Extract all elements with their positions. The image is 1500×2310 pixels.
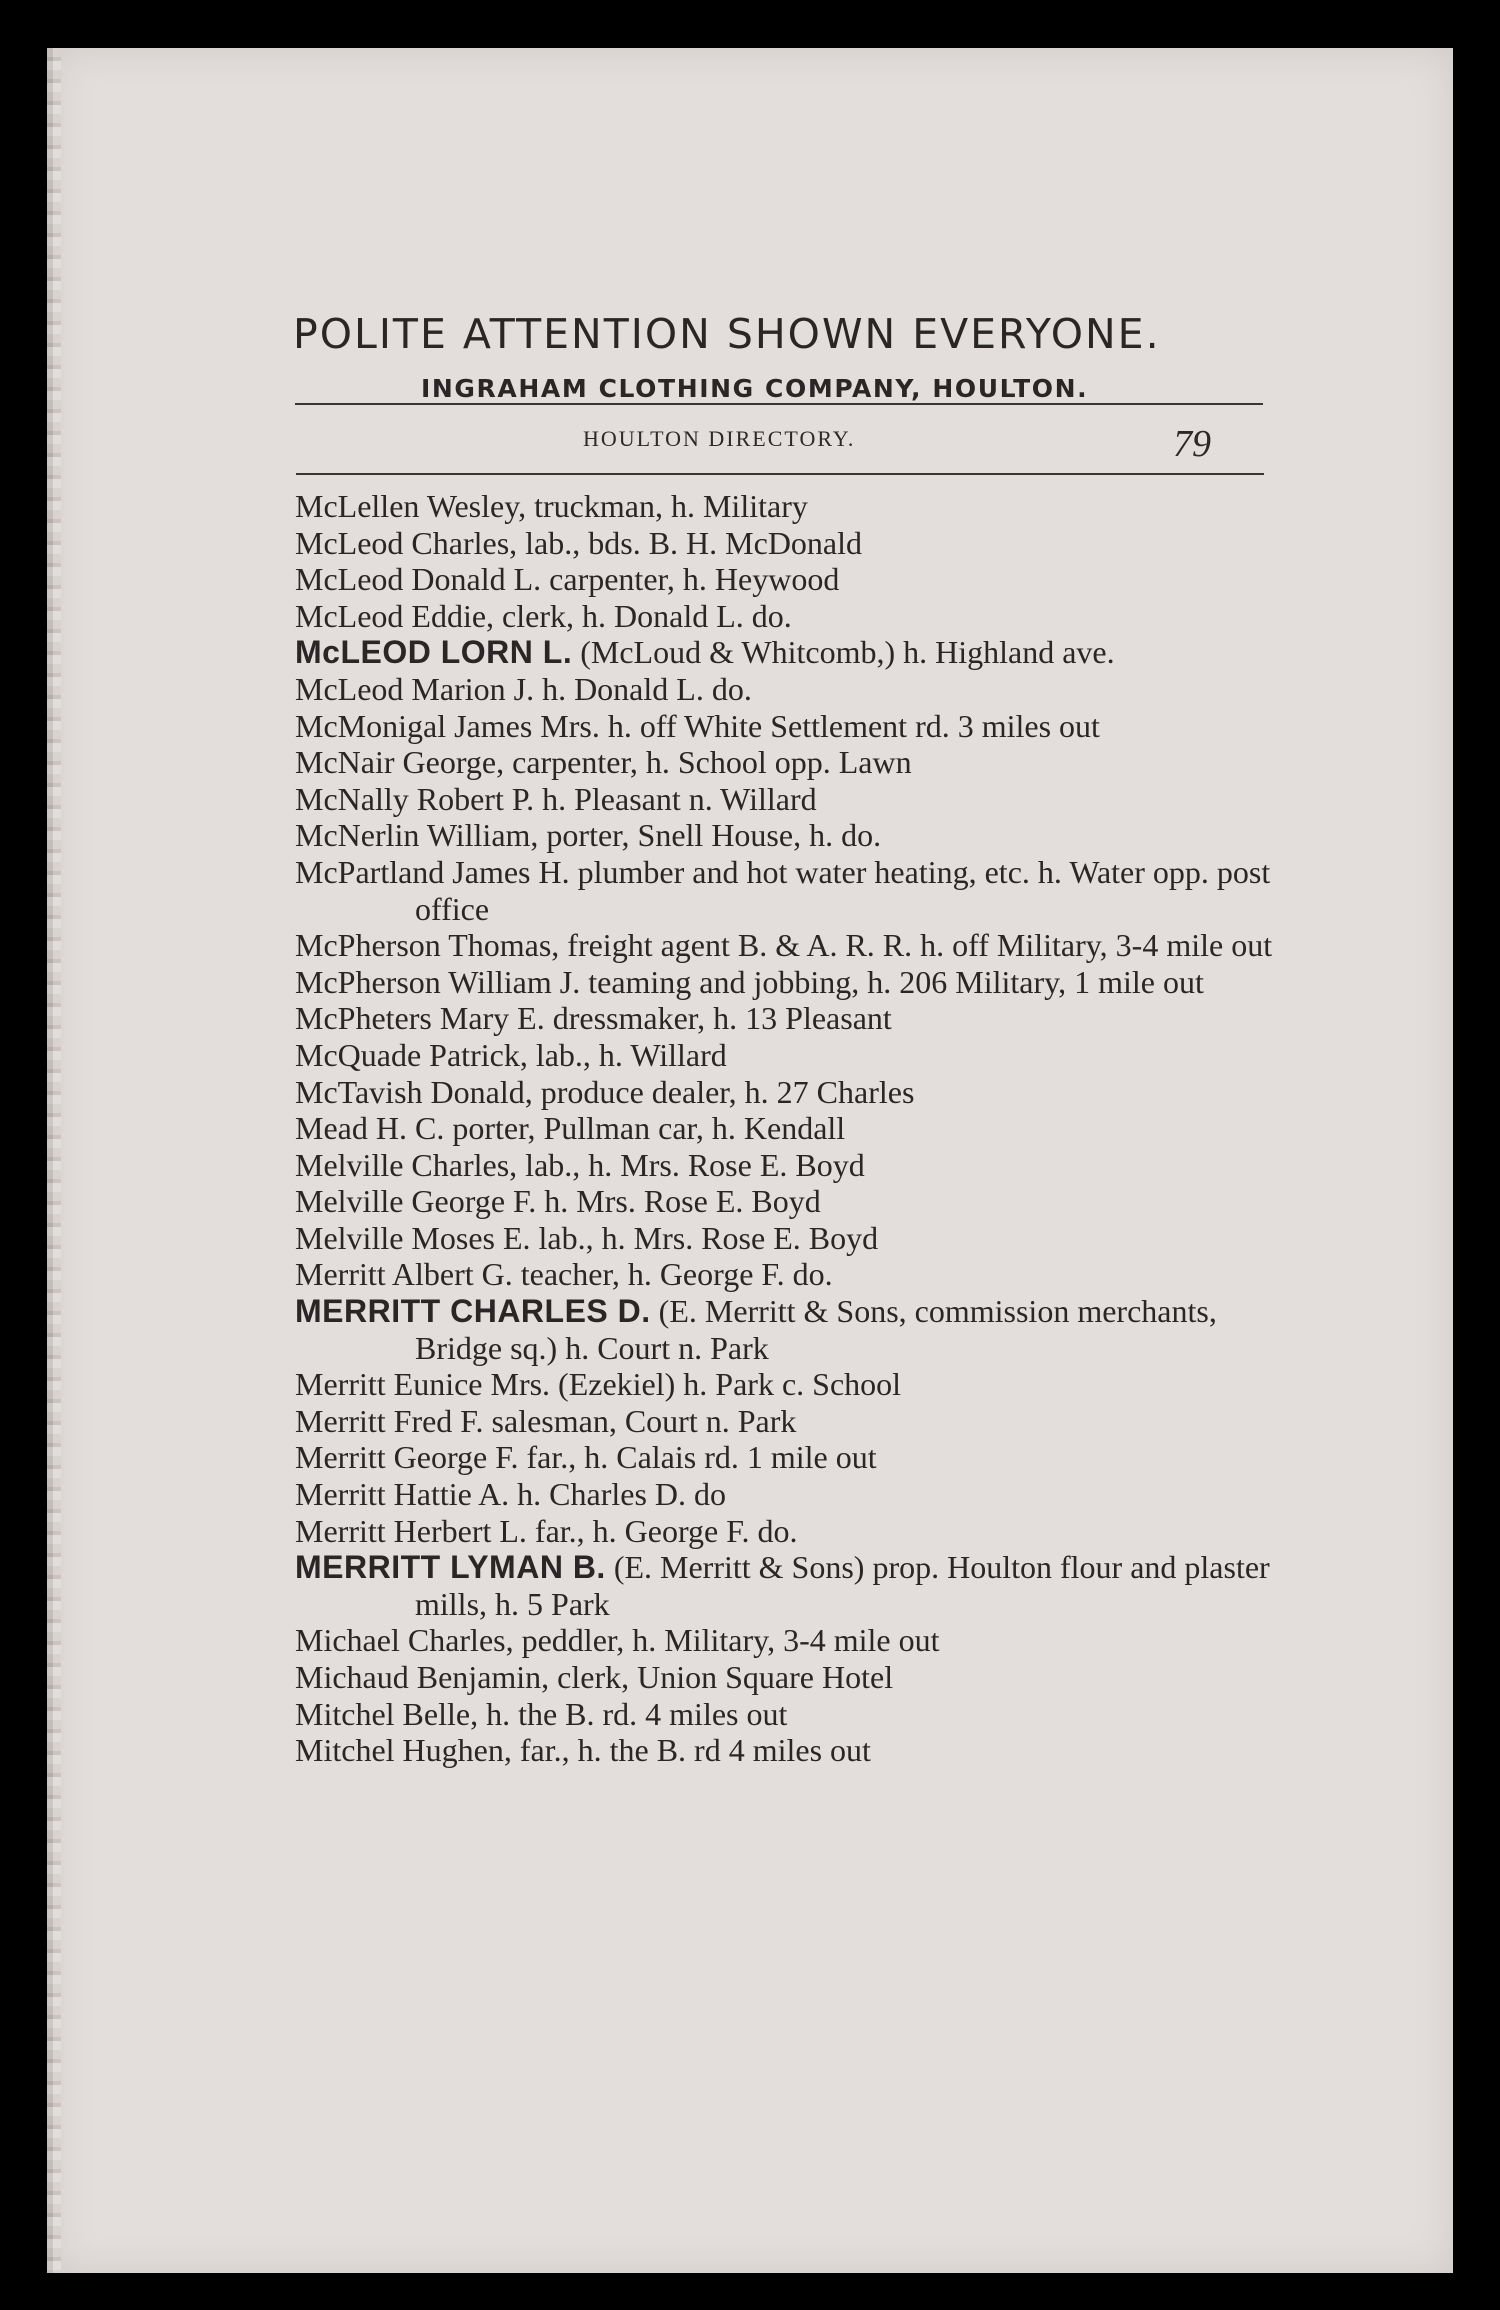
entry-text: Merritt Herbert L. far., h. George F. do. [295,1512,798,1549]
directory-entry [295,1293,1280,1366]
entry-text: McLeod Eddie, clerk, h. Donald L. do. [295,597,792,634]
entry-text: Michaud Benjamin, clerk, Union Square Hotel [295,1659,894,1695]
directory-entry [295,1696,1280,1733]
entry-text: McPartland James H. plumber and hot water heating, etc. h. Water opp. post office [295,853,1271,927]
directory-entry [295,744,1280,781]
running-head: HOULTON DIRECTORY. [583,426,856,451]
directory-entry [295,488,1280,525]
directory-entry [295,1037,1280,1074]
entry-text: Mitchel Hughen, far., h. the B. rd 4 miles out [295,1732,871,1769]
directory-entry [295,1366,1280,1403]
directory-entry [295,561,1280,598]
entry-text: McPherson William J. teaming and jobbing, h. 206 Military, 1 mile out [295,963,1204,1000]
entry-bold-name: MERRITT LYMAN B. [295,1549,606,1586]
directory-entry [295,781,1280,818]
entry-text: Merritt George F. far., h. Calais rd. 1 mile out [295,1439,877,1476]
directory-entry [295,671,1280,708]
entry-text: McLeod Donald L. carpenter, h. Heywood [295,561,840,598]
entry-text: Merritt Hattie A. h. Charles D. do [295,1476,727,1513]
directory-entry [295,1183,1280,1220]
directory-entry [295,1513,1280,1550]
entry-text: McNair George, carpenter, h. School opp. Lawn [295,744,912,781]
directory-entries [295,488,1280,1769]
entry-text: (McLoud & Whitcomb,) h. Highland ave. [572,634,1115,671]
entry-text: Melville Moses E. lab., h. Mrs. Rose E. Boyd [295,1219,879,1256]
entry-text: Melville Charles, lab., h. Mrs. Rose E. Boyd [295,1146,865,1183]
entry-text: McNerlin William, porter, Snell House, h. do. [295,817,882,854]
directory-entry [295,1549,1280,1622]
directory-entry [295,1220,1280,1257]
entry-bold-name: MERRITT CHARLES D. [295,1293,651,1330]
directory-entry [295,1732,1280,1769]
entry-text: McMonigal James Mrs. h. off White Settlement rd. 3 miles out [295,707,1100,744]
entry-text: McLellen Wesley, truckman, h. Military [295,488,808,524]
entry-text: (E. Merritt & Sons) prop. Houlton flour and plaster mills, h. 5 Park [415,1549,1270,1622]
entry-text: McLeod Charles, lab., bds. B. H. McDonald [295,524,863,561]
entry-text: Mitchel Belle, h. the B. rd. 4 miles out [295,1695,788,1732]
entry-text: McTavish Donald, produce dealer, h. 27 Charles [295,1073,915,1110]
advertisement-subline: INGRAHAM CLOTHING COMPANY, HOULTON. [421,374,1089,403]
divider-rule [295,403,1263,405]
directory-entry [295,964,1280,1001]
entry-bold-name: McLEOD LORN L. [295,634,573,671]
directory-entry [295,525,1280,562]
directory-entry [295,1476,1280,1513]
directory-entry [295,1622,1280,1659]
directory-entry [295,1403,1280,1440]
directory-entry [295,1000,1280,1037]
entry-text: Merritt Fred F. salesman, Court n. Park [295,1402,797,1439]
directory-entry [295,1074,1280,1111]
directory-entry [295,634,1280,671]
directory-entry [295,1110,1280,1147]
entry-text: (E. Merritt & Sons, commission merchants, Bridge sq.) h. Court n. Park [415,1293,1217,1366]
entry-text: McLeod Marion J. h. Donald L. do. [295,670,752,707]
directory-entry [295,1659,1280,1696]
directory-entry [295,817,1280,854]
entry-text: Mead H. C. porter, Pullman car, h. Kendall [295,1110,846,1147]
entry-text: McNally Robert P. h. Pleasant n. Willard [295,780,817,817]
directory-entry [295,1439,1280,1476]
directory-entry [295,708,1280,745]
entry-text: McPherson Thomas, freight agent B. & A. R. R. h. off Military, 3-4 mile out [295,927,1273,964]
entry-text: McPheters Mary E. dressmaker, h. 13 Pleasant [295,1000,892,1037]
directory-entry [295,1147,1280,1184]
directory-entry [295,854,1280,927]
advertisement-headline: POLITE ATTENTION SHOWN EVERYONE. [293,310,1161,358]
entry-text: Merritt Eunice Mrs. (Ezekiel) h. Park c. School [295,1366,902,1403]
entry-text: Merritt Albert G. teacher, h. George F. do. [295,1256,833,1293]
directory-entry [295,927,1280,964]
entry-text: McQuade Patrick, lab., h. Willard [295,1036,727,1073]
entry-text: Michael Charles, peddler, h. Military, 3-4 mile out [295,1622,940,1659]
entry-text: Melville George F. h. Mrs. Rose E. Boyd [295,1183,821,1220]
page-number: 79 [1173,423,1211,465]
directory-entry [295,598,1280,635]
directory-entry [295,1256,1280,1293]
divider-rule [296,473,1264,475]
directory-page [53,48,1453,2273]
